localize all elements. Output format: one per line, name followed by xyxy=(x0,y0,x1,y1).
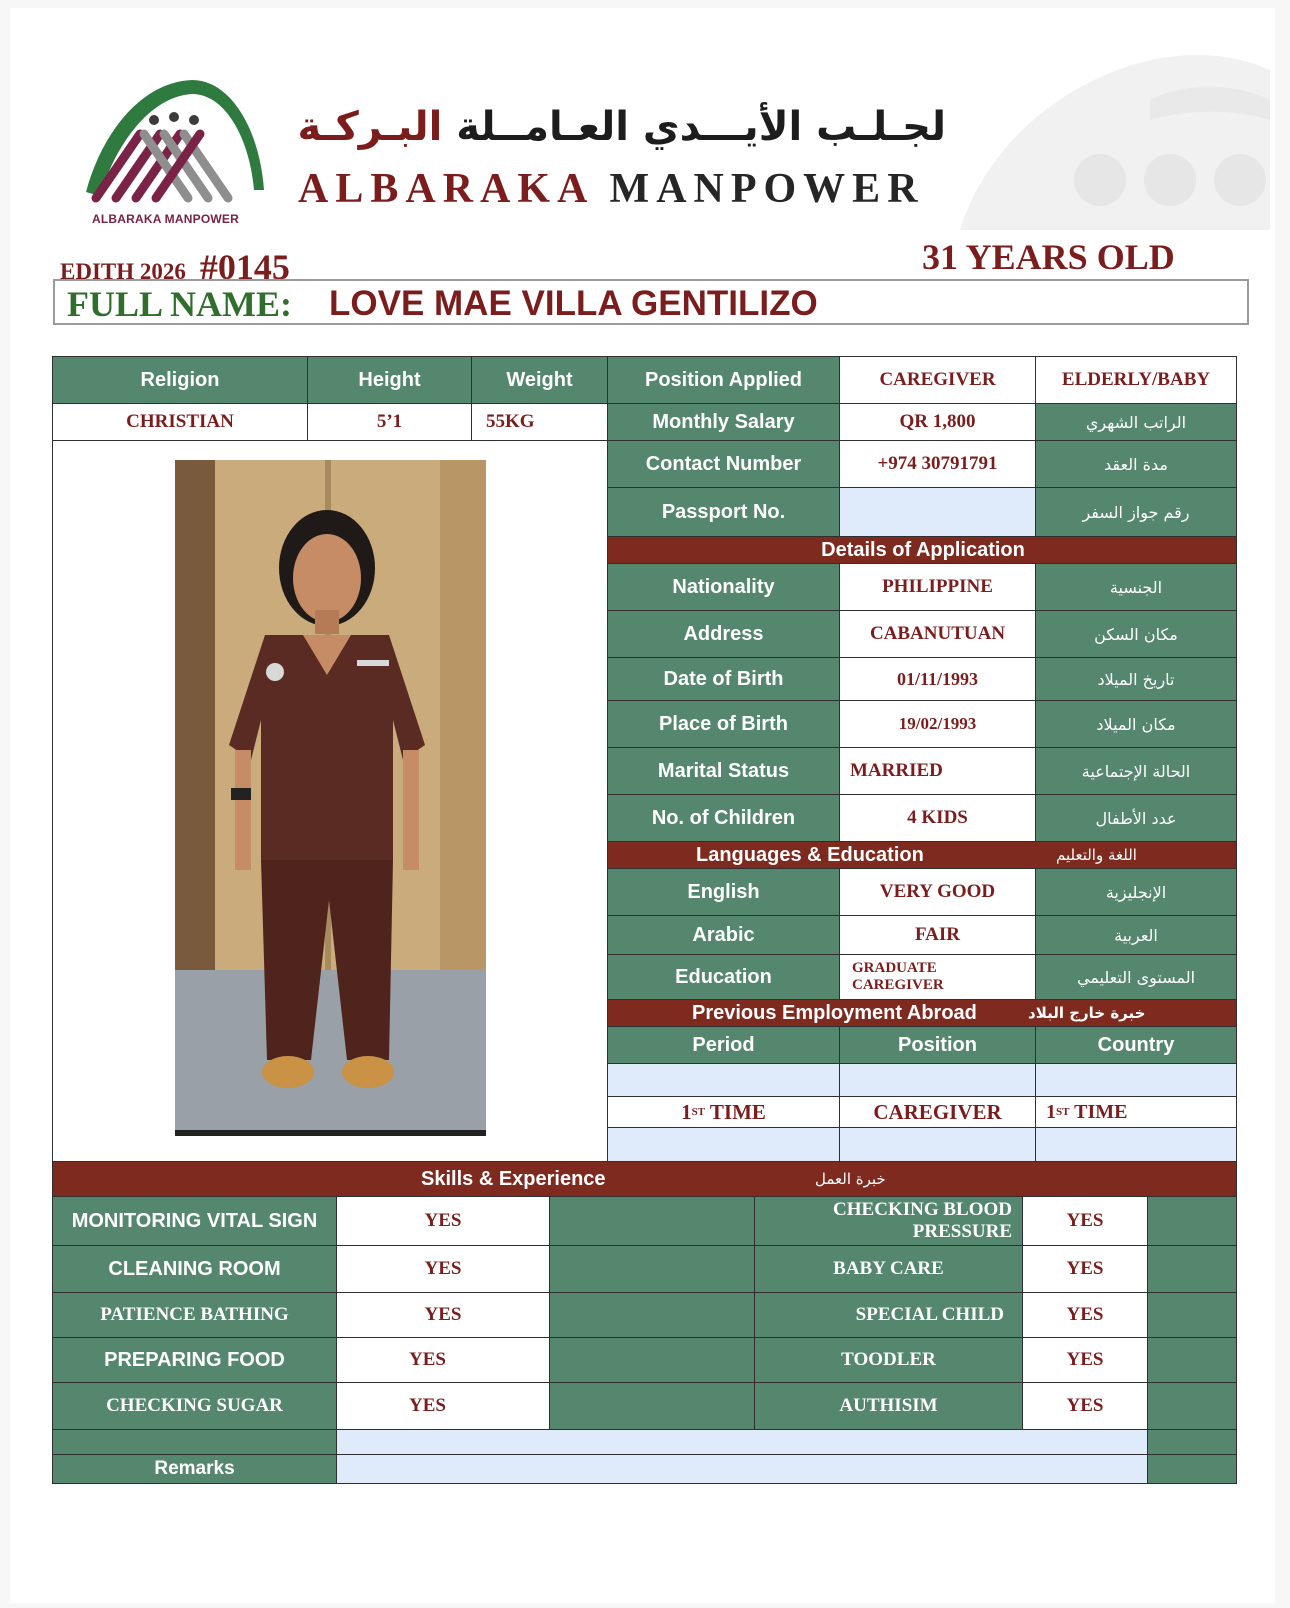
company-name-english xyxy=(298,165,925,213)
skill-monitoring-vital-sign-value: YES xyxy=(336,1196,550,1246)
skill-blank-cell xyxy=(549,1382,755,1430)
period-suffix: TIME xyxy=(705,1099,766,1124)
company-name-arabic xyxy=(296,104,946,150)
skill-checking-sugar: CHECKING SUGAR xyxy=(52,1382,337,1430)
education-label: Education xyxy=(607,954,840,1000)
skill-blank-cell xyxy=(1147,1245,1237,1293)
employment-blank-cell xyxy=(1035,1063,1237,1097)
previous-employment-title: Previous Employment Abroad xyxy=(692,1002,977,1024)
address-value: CABANUTUAN xyxy=(839,610,1036,658)
nationality-label: Nationality xyxy=(607,563,840,611)
date-of-birth-arabic: تاريخ الميلاد xyxy=(1035,657,1237,701)
marital-status-arabic: الحالة الإجتماعية xyxy=(1035,747,1237,795)
skill-patience-bathing-value: YES xyxy=(336,1292,550,1338)
period-header: Period xyxy=(607,1026,840,1064)
address-arabic: مكان السكن xyxy=(1035,610,1237,658)
remarks-label: Remarks xyxy=(52,1454,337,1484)
skill-baby-care-value: YES xyxy=(1022,1245,1148,1293)
reference-number: #0145 xyxy=(199,247,290,287)
details-of-application-title: Details of Application xyxy=(821,539,1025,561)
skill-blank-cell xyxy=(1147,1292,1237,1338)
position-applied-label: Position Applied xyxy=(607,356,840,404)
monthly-salary-label: Monthly Salary xyxy=(607,403,840,441)
employment-blank-cell xyxy=(1035,1127,1237,1162)
company-name-arabic-red: البـركـة xyxy=(297,104,443,150)
skill-blank-cell xyxy=(1147,1196,1237,1246)
languages-education-title: Languages & Education xyxy=(696,844,924,866)
contact-number-label: Contact Number xyxy=(607,440,840,488)
weight-value: 55KG xyxy=(471,403,608,441)
applicant-photo xyxy=(175,460,486,1136)
skill-blank-cell xyxy=(549,1196,755,1246)
previous-employment-title-arabic: خبرة خارج البلاد xyxy=(1028,1004,1146,1022)
english-arabic: الإنجليزية xyxy=(1035,868,1237,916)
languages-education-header xyxy=(607,841,1237,869)
weight-header: Weight xyxy=(471,356,608,404)
monthly-salary-value: QR 1,800 xyxy=(839,403,1036,441)
languages-education-title-arabic: اللغة والتعليم xyxy=(1056,846,1137,864)
skills-experience-header xyxy=(52,1161,1237,1197)
skill-blank-cell xyxy=(1147,1382,1237,1430)
skill-cleaning-room: CLEANING ROOM xyxy=(52,1245,337,1293)
country-superscript: ST xyxy=(1056,1106,1070,1118)
place-of-birth-label: Place of Birth xyxy=(607,700,840,748)
full-name-box xyxy=(53,279,1249,325)
education-value-line2: CAREGIVER xyxy=(852,977,944,993)
skill-special-child-value: YES xyxy=(1022,1292,1148,1338)
skills-experience-title-arabic: خبرة العمل xyxy=(815,1170,886,1188)
skill-preparing-food: PREPARING FOOD xyxy=(52,1337,337,1383)
address-label: Address xyxy=(607,610,840,658)
skill-checking-blood-pressure-line1: CHECKING BLOOD xyxy=(833,1199,1012,1220)
skills-experience-title: Skills & Experience xyxy=(421,1168,606,1190)
date-of-birth-value: 01/11/1993 xyxy=(839,657,1036,701)
full-name-value: LOVE MAE VILLA GENTILIZO xyxy=(329,284,818,323)
employment-blank-cell xyxy=(607,1063,840,1097)
skill-toodler: TOODLER xyxy=(754,1337,1023,1383)
skill-baby-care: BABY CARE xyxy=(754,1245,1023,1293)
education-value-line1: GRADUATE xyxy=(852,960,937,976)
english-value: VERY GOOD xyxy=(839,868,1036,916)
skill-checking-blood-pressure xyxy=(754,1196,1023,1246)
employment-country-value xyxy=(1035,1096,1237,1128)
skill-checking-sugar-value: YES xyxy=(336,1382,550,1430)
skill-blank-cell xyxy=(549,1337,755,1383)
skill-authisim: AUTHISIM xyxy=(754,1382,1023,1430)
skill-blank-cell xyxy=(1147,1337,1237,1383)
skill-blank-cell xyxy=(549,1245,755,1293)
remarks-value[interactable] xyxy=(336,1454,1148,1484)
height-header: Height xyxy=(307,356,472,404)
skill-checking-blood-pressure-line2: PRESSURE xyxy=(912,1221,1012,1242)
employment-period-value xyxy=(607,1096,840,1128)
skill-preparing-food-value: YES xyxy=(336,1337,550,1383)
company-name-english-dark: MANPOWER xyxy=(609,166,925,212)
remarks-spacer xyxy=(1147,1454,1237,1484)
employment-position-value: CAREGIVER xyxy=(839,1096,1036,1128)
arabic-arabic: العربية xyxy=(1035,915,1237,955)
contact-number-value: +974 30791791 xyxy=(839,440,1036,488)
company-name-arabic-dark: لجـلـب الأيـــدي العـامــلة xyxy=(456,104,946,150)
remarks-blank-row xyxy=(336,1429,1148,1455)
skill-special-child: SPECIAL CHILD xyxy=(754,1292,1023,1338)
place-of-birth-value: 19/02/1993 xyxy=(839,700,1036,748)
date-of-birth-label: Date of Birth xyxy=(607,657,840,701)
skill-authisim-value: YES xyxy=(1022,1382,1148,1430)
religion-header: Religion xyxy=(52,356,308,404)
employment-blank-cell xyxy=(839,1063,1036,1097)
employment-blank-cell xyxy=(607,1127,840,1162)
arabic-value: FAIR xyxy=(839,915,1036,955)
marital-status-label: Marital Status xyxy=(607,747,840,795)
contact-number-arabic: مدة العقد xyxy=(1035,440,1237,488)
height-value: 5’1 xyxy=(307,403,472,441)
arabic-label: Arabic xyxy=(607,915,840,955)
monthly-salary-arabic: الراتب الشهري xyxy=(1035,403,1237,441)
details-of-application-header xyxy=(607,536,1237,564)
nationality-value: PHILIPPINE xyxy=(839,563,1036,611)
skill-checking-blood-pressure-value: YES xyxy=(1022,1196,1148,1246)
employment-position-header: Position xyxy=(839,1026,1036,1064)
english-label: English xyxy=(607,868,840,916)
marital-status-value: MARRIED xyxy=(839,747,1036,795)
albaraka-logo-icon xyxy=(82,72,272,232)
position-applied-value: CAREGIVER xyxy=(839,356,1036,404)
skill-blank-cell xyxy=(549,1292,755,1338)
remarks-spacer xyxy=(52,1429,337,1455)
place-of-birth-arabic: مكان الميلاد xyxy=(1035,700,1237,748)
skill-cleaning-room-value: YES xyxy=(336,1245,550,1293)
company-name-english-red: ALBARAKA xyxy=(298,166,593,212)
age-label: 31 YEARS OLD xyxy=(922,237,1175,277)
education-value xyxy=(839,954,1036,1000)
children-label: No. of Children xyxy=(607,794,840,842)
passport-number-value xyxy=(839,487,1036,537)
children-arabic: عدد الأطفال xyxy=(1035,794,1237,842)
skill-monitoring-vital-sign: MONITORING VITAL SIGN xyxy=(52,1196,337,1246)
skill-toodler-value: YES xyxy=(1022,1337,1148,1383)
remarks-spacer xyxy=(1147,1429,1237,1455)
period-number: 1 xyxy=(681,1099,692,1124)
watermark-logo-icon xyxy=(960,40,1270,230)
period-superscript: ST xyxy=(691,1106,706,1118)
employment-blank-cell xyxy=(839,1127,1036,1162)
country-suffix: TIME xyxy=(1069,1100,1128,1123)
full-name-label: FULL NAME: xyxy=(67,284,292,324)
country-header: Country xyxy=(1035,1026,1237,1064)
position-detail-value: ELDERLY/BABY xyxy=(1035,356,1237,404)
country-number: 1 xyxy=(1046,1100,1056,1123)
skill-patience-bathing: PATIENCE BATHING xyxy=(52,1292,337,1338)
passport-number-label: Passport No. xyxy=(607,487,840,537)
logo-caption: ALBARAKA MANPOWER xyxy=(92,212,239,226)
passport-number-arabic: رقم جواز السفر xyxy=(1035,487,1237,537)
religion-value: CHRISTIAN xyxy=(52,403,308,441)
nationality-arabic: الجنسية xyxy=(1035,563,1237,611)
previous-employment-header xyxy=(607,999,1237,1027)
children-value: 4 KIDS xyxy=(839,794,1036,842)
education-arabic: المستوى التعليمي xyxy=(1035,954,1237,1000)
edition-label: EDITH 2026 xyxy=(60,259,186,284)
